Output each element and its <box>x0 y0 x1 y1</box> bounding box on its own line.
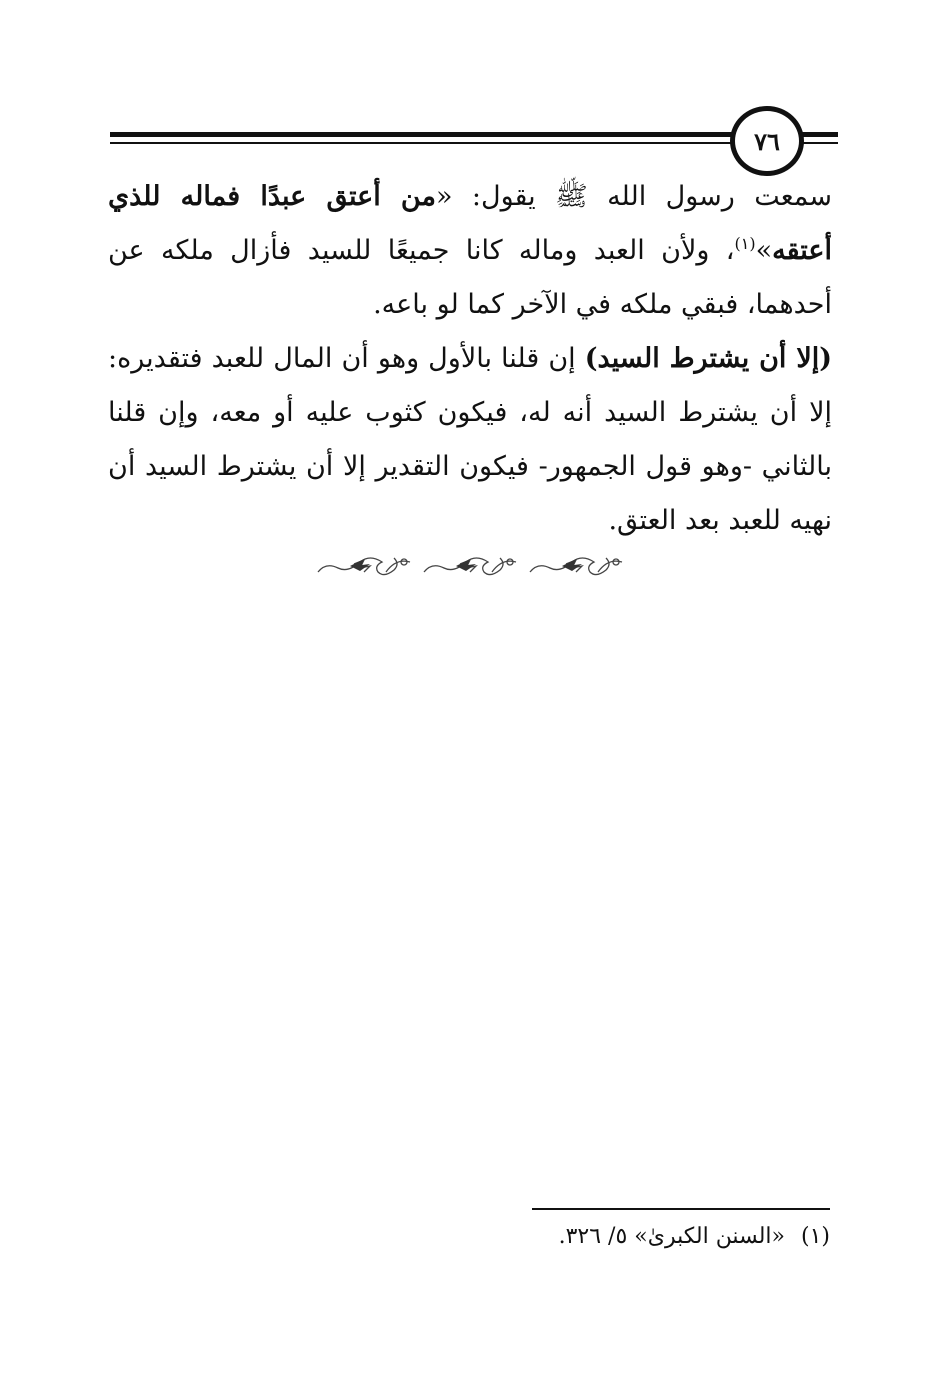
paragraph-2 <box>108 332 832 548</box>
header-rule-right-thick <box>802 132 838 137</box>
footnote-rule <box>532 1208 830 1210</box>
paragraph-1-intro: سمعت رسول الله ﷺ يقول: « <box>435 181 832 212</box>
footnote-ref-1[interactable]: (١) <box>734 234 756 253</box>
footnote-number: (١) <box>800 1224 830 1249</box>
header-rule-right-thin <box>802 142 838 144</box>
page-header <box>110 106 838 170</box>
header-rule-thick <box>110 132 732 137</box>
paragraph-1 <box>108 170 832 332</box>
paragraph-1-rest: ، ولأن العبد وماله كانا جميعًا للسيد فأزال ملكه عن أحدهما، فبقي ملكه في الآخر كما لو باعه. <box>108 235 832 320</box>
footnote-text: «السنن الكبرىٰ» ٥/ ٣٢٦. <box>558 1224 785 1249</box>
header-rule-thin <box>110 142 732 144</box>
quote-close: » <box>755 235 773 266</box>
main-text <box>108 170 832 548</box>
page-number-badge <box>730 106 804 176</box>
page-number: ٧٦ <box>754 126 780 156</box>
paragraph-2-lead: (إلا أن يشترط السيد) <box>584 343 833 374</box>
footnote <box>400 1220 830 1254</box>
hadith-quote: من أعتق عبدًا فماله للذي أعتقه <box>108 181 832 266</box>
floral-divider-icon <box>314 550 632 580</box>
paragraph-2-rest: إن قلنا بالأول وهو أن المال للعبد فتقديره: إلا أن يشترط السيد أنه له، فيكون كثوب عليه أو معه، وإن قلنا بالثاني -وهو قول الجمهور- فيكون التقدير إلا أن يشترط السيد أن نهيه للعبد بعد العتق. <box>108 343 832 536</box>
